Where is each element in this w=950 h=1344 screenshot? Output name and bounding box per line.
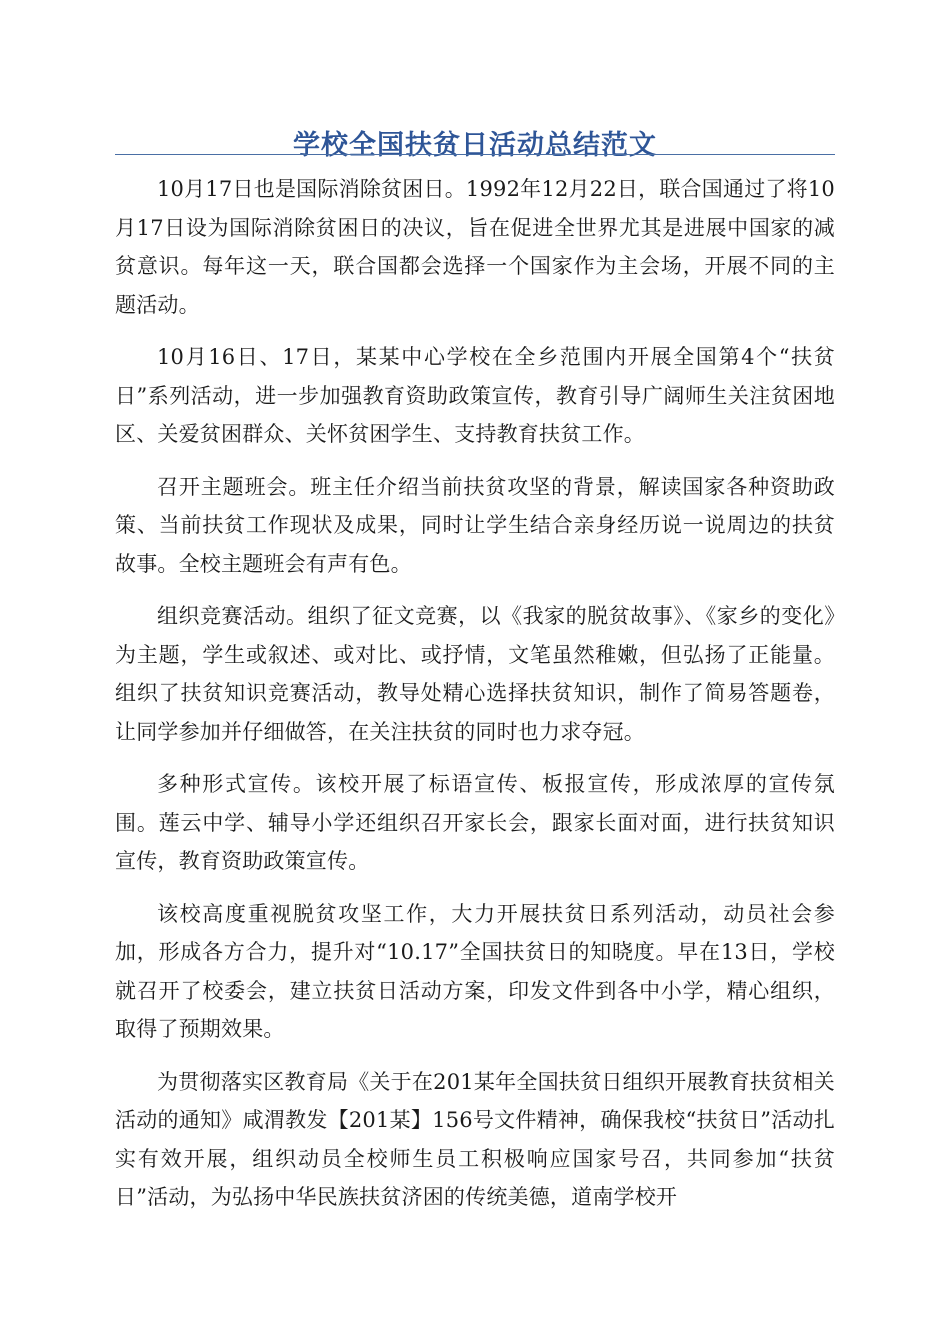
paragraph-2: 10月16日、17日，某某中心学校在全乡范围内开展全国第4个“扶贫日”系列活动，进一步加强教育资助政策宣传，教育引导广阔师生关注贫困地区、关爱贫困群众、关怀贫困学生、支持教育扶贫工作。 [115, 345, 835, 446]
document-title: 学校全国扶贫日活动总结范文 [293, 130, 657, 162]
paragraph-6: 该校高度重视脱贫攻坚工作，大力开展扶贫日系列活动，动员社会参加，形成各方合力，提升对“10.17”全国扶贫日的知晓度。早在13日，学校就召开了校委会，建立扶贫日活动方案，印发文件到各中小学，精心组织，取得了预期效果。 [115, 901, 835, 1041]
paragraph-7: 为贯彻落实区教育局《关于在201某年全国扶贫日组织开展教育扶贫相关活动的通知》咸渭教发【201某】156号文件精神，确保我校“扶贫日”活动扎实有效开展，组织动员全校师生员工积极响应国家号召，共同参加“扶贫日”活动，为弘扬中华民族扶贫济困的传统美德，道南学校开 [115, 1069, 835, 1209]
document-body [115, 170, 835, 1231]
paragraph-4: 组织竞赛活动。组织了征文竞赛，以《我家的脱贫故事》、《家乡的变化》为主题，学生或叙述、或对比、或抒情，文笔虽然稚嫩，但弘扬了正能量。组织了扶贫知识竞赛活动，教导处精心选择扶贫知识，制作了简易答题卷，让同学参加并仔细做答，在关注扶贫的同时也力求夺冠。 [115, 604, 835, 744]
paragraph-3: 召开主题班会。班主任介绍当前扶贫攻坚的背景，解读国家各种资助政策、当前扶贫工作现状及成果，同时让学生结合亲身经历说一说周边的扶贫故事。全校主题班会有声有色。 [115, 474, 835, 576]
paragraph-5: 多种形式宣传。该校开展了标语宣传、板报宣传，形成浓厚的宣传氛围。莲云中学、辅导小学还组织召开家长会，跟家长面对面，进行扶贫知识宣传，教育资助政策宣传。 [115, 772, 835, 873]
paragraph-1: 10月17日也是国际消除贫困日。1992年12月22日，联合国通过了将10月17日设为国际消除贫困日的决议，旨在促进全世界尤其是进展中国家的减贫意识。每年这一天，联合国都会选择一个国家作为主会场，开展不同的主题活动。 [115, 177, 835, 317]
title-underline [115, 154, 835, 155]
